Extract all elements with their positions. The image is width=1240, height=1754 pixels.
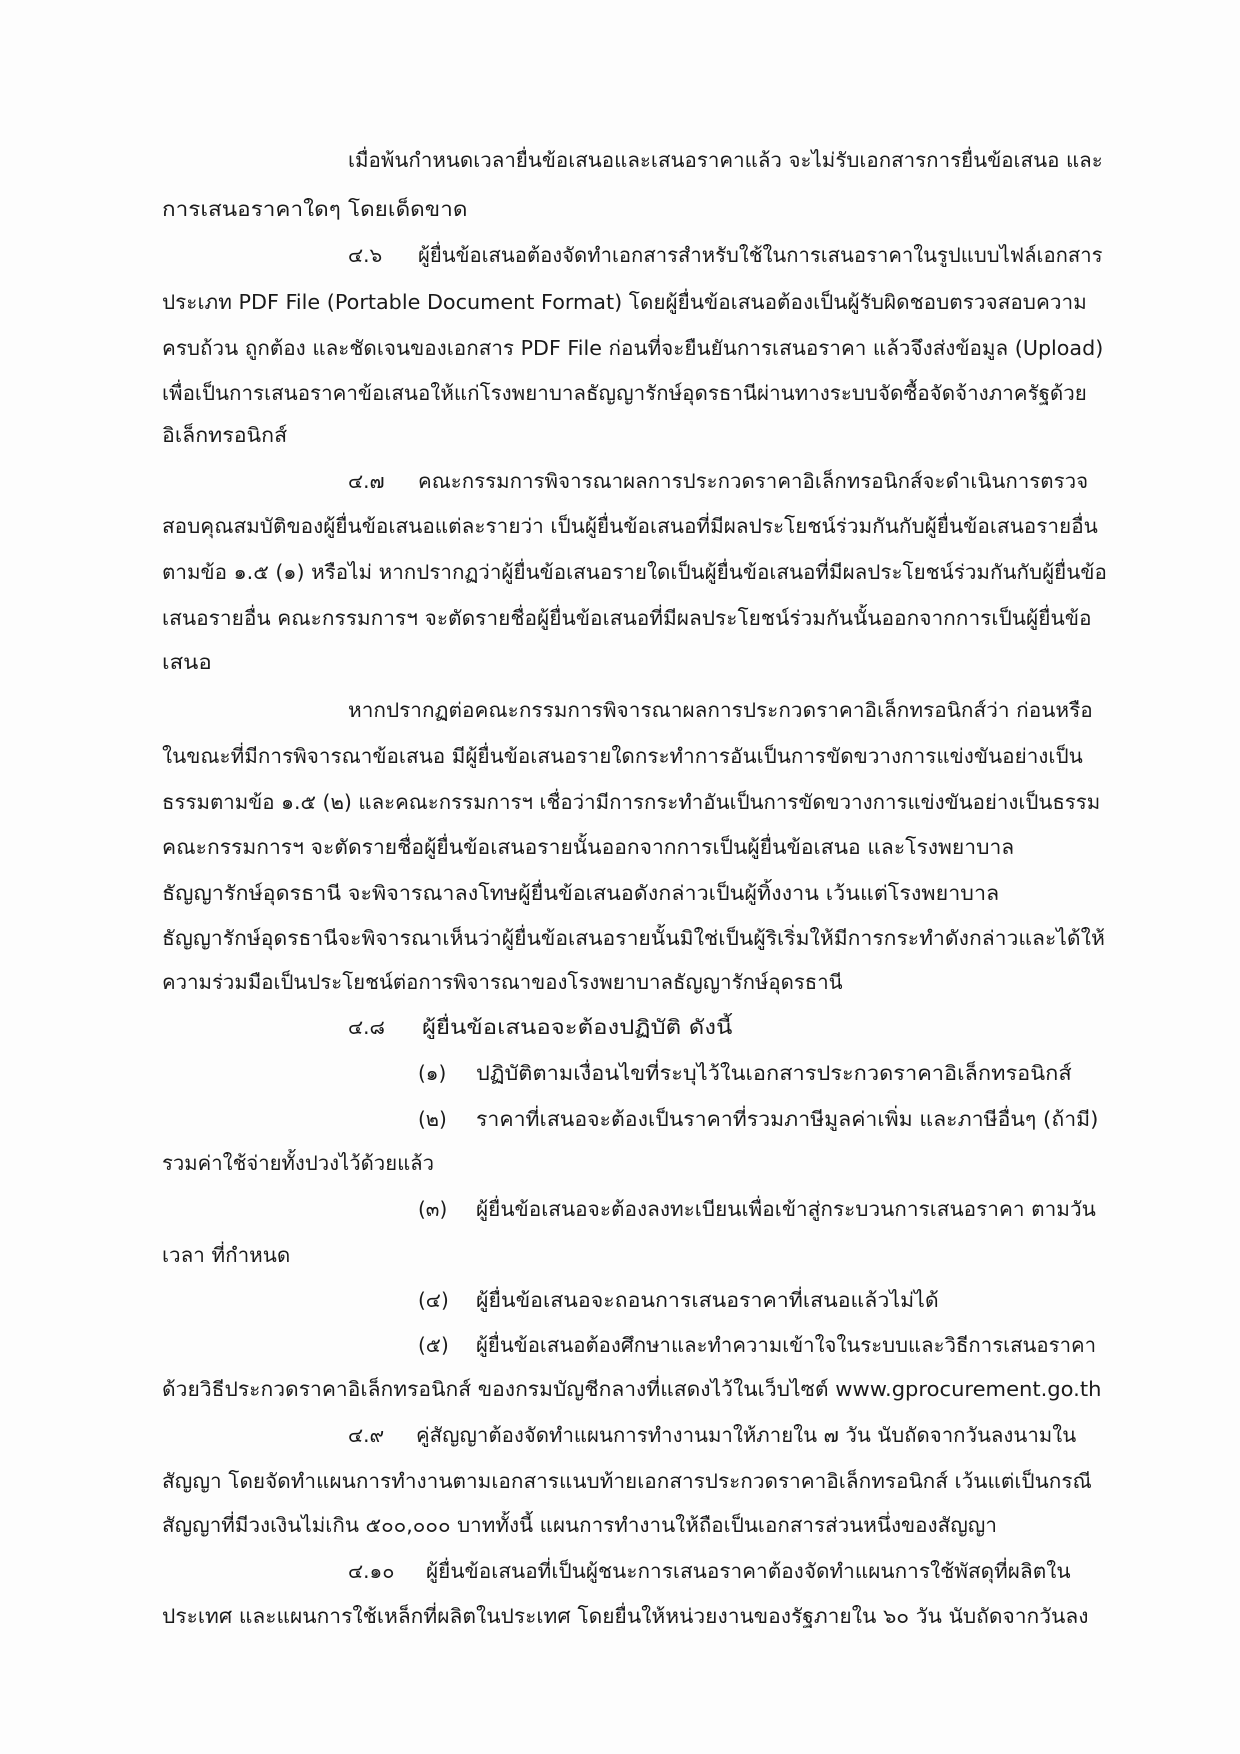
clause-number: ๔.๑๐ — [348, 1559, 395, 1583]
text-line: รวมค่าใช้จ่ายทั้งปวงไว้ด้วยแล้ว — [162, 1151, 435, 1175]
text-line: คู่สัญญาต้องจัดทำแผนการทำงานมาให้ภายใน ๗ วัน นับถัดจากวันลงนามใน — [416, 1423, 1077, 1447]
text-line: อิเล็กทรอนิกส์ — [162, 423, 288, 447]
clause-number: ๔.๗ — [348, 469, 385, 493]
text-line: เวลา ที่กำหนด — [162, 1243, 291, 1267]
clause-number: ๔.๘ — [348, 1015, 385, 1039]
text-line: การเสนอราคาใดๆ โดยเด็ดขาด — [162, 197, 468, 221]
text-line: เพื่อเป็นการเสนอราคาข้อเสนอให้แก่โรงพยาบาลธัญญารักษ์อุดรธานีผ่านทางระบบจัดซื้อจัดจ้างภาครัฐด้วย — [162, 381, 1087, 405]
text-line: ผู้ยื่นข้อเสนอที่เป็นผู้ชนะการเสนอราคาต้องจัดทำแผนการใช้พัสดุที่ผลิตใน — [426, 1559, 1071, 1583]
text-line: ธัญญารักษ์อุดรธานีจะพิจารณาเห็นว่าผู้ยื่นข้อเสนอรายนั้นมิใช่เป็นผู้ริเริ่มให้มีการกระทำดังกล่าวและได้ให้ — [162, 926, 1105, 950]
text-line: คณะกรรมการพิจารณาผลการประกวดราคาอิเล็กทรอนิกส์จะดำเนินการตรวจ — [418, 469, 1089, 493]
text-line: ผู้ยื่นข้อเสนอจะต้องปฏิบัติ ดังนี้ — [422, 1015, 733, 1039]
clause-number: ๔.๙ — [348, 1423, 385, 1447]
text-line: ในขณะที่มีการพิจารณาข้อเสนอ มีผู้ยื่นข้อเสนอรายใดกระทำการอันเป็นการขัดขวางการแข่งขันอย่างเป็น — [162, 744, 1083, 768]
text-line: ตามข้อ ๑.๕ (๑) หรือไม่ หากปรากฏว่าผู้ยื่นข้อเสนอรายใดเป็นผู้ยื่นข้อเสนอที่มีผลประโยชน์ร่วมกันกับผู้ยื่นข้อ — [162, 560, 1107, 584]
text-line: หากปรากฏต่อคณะกรรมการพิจารณาผลการประกวดราคาอิเล็กทรอนิกส์ว่า ก่อนหรือ — [348, 698, 1093, 722]
text-line: ประเทศ และแผนการใช้เหล็กที่ผลิตในประเทศ โดยยื่นให้หน่วยงานของรัฐภายใน ๖๐ วัน นับถัดจากวันลง — [162, 1604, 1089, 1628]
text-line: ครบถ้วน ถูกต้อง และชัดเจนของเอกสาร PDF File ก่อนที่จะยืนยันการเสนอราคา แล้วจึงส่งข้อมูล (Upload) — [162, 336, 1104, 360]
text-line: สัญญา โดยจัดทำแผนการทำงานตามเอกสารแนบท้ายเอกสารประกวดราคาอิเล็กทรอนิกส์ เว้นแต่เป็นกรณี — [162, 1469, 1092, 1493]
text-line: เมื่อพ้นกำหนดเวลายื่นข้อเสนอและเสนอราคาแล้ว จะไม่รับเอกสารการยื่นข้อเสนอ และ — [348, 148, 1103, 172]
text-line: ราคาที่เสนอจะต้องเป็นราคาที่รวมภาษีมูลค่าเพิ่ม และภาษีอื่นๆ (ถ้ามี) — [476, 1107, 1099, 1131]
text-line: ธรรมตามข้อ ๑.๕ (๒) และคณะกรรมการฯ เชื่อว่ามีการกระทำอันเป็นการขัดขวางการแข่งขันอย่างเป็นธรรม — [162, 790, 1101, 814]
text-line: ธัญญารักษ์อุดรธานี จะพิจารณาลงโทษผู้ยื่นข้อเสนอดังกล่าวเป็นผู้ทิ้งงาน เว้นแต่โรงพยาบาล — [162, 881, 1000, 905]
item-number: (๓) — [418, 1197, 448, 1221]
item-number: (๕) — [418, 1333, 449, 1357]
text-line: ผู้ยื่นข้อเสนอต้องศึกษาและทำความเข้าใจในระบบและวิธีการเสนอราคา — [476, 1333, 1097, 1357]
text-line: ความร่วมมือเป็นประโยชน์ต่อการพิจารณาของโรงพยาบาลธัญญารักษ์อุดรธานี — [162, 970, 843, 994]
text-line: ผู้ยื่นข้อเสนอจะต้องลงทะเบียนเพื่อเข้าสู่กระบวนการเสนอราคา ตามวัน — [476, 1197, 1096, 1221]
item-number: (๔) — [418, 1288, 449, 1312]
text-line: ผู้ยื่นข้อเสนอต้องจัดทำเอกสารสำหรับใช้ในการเสนอราคาในรูปแบบไฟล์เอกสาร — [418, 243, 1103, 267]
text-line: เสนอรายอื่น คณะกรรมการฯ จะตัดรายชื่อผู้ยื่นข้อเสนอที่มีผลประโยชน์ร่วมกันนั้นออกจากการเป็นผู้ยื่นข้อ — [162, 606, 1092, 630]
text-line: สัญญาที่มีวงเงินไม่เกิน ๕๐๐,๐๐๐ บาททั้งนี้ แผนการทำงานให้ถือเป็นเอกสารส่วนหนึ่งของสัญญา — [162, 1513, 997, 1537]
clause-number: ๔.๖ — [348, 243, 383, 267]
text-line: ด้วยวิธีประกวดราคาอิเล็กทรอนิกส์ ของกรมบัญชีกลางที่แสดงไว้ในเว็บไซต์ www.gprocurement.go.th — [162, 1377, 1102, 1401]
text-line: ผู้ยื่นข้อเสนอจะถอนการเสนอราคาที่เสนอแล้วไม่ได้ — [476, 1288, 939, 1312]
text-line: ปฏิบัติตามเงื่อนไขที่ระบุไว้ในเอกสารประกวดราคาอิเล็กทรอนิกส์ — [476, 1061, 1072, 1085]
text-line: สอบคุณสมบัติของผู้ยื่นข้อเสนอแต่ละรายว่า เป็นผู้ยื่นข้อเสนอที่มีผลประโยชน์ร่วมกันกับผู้ยื่นข้อเสนอรายอื่น — [162, 514, 1098, 538]
text-line: เสนอ — [162, 650, 212, 674]
text-line: ประเภท PDF File (Portable Document Format) โดยผู้ยื่นข้อเสนอต้องเป็นผู้รับผิดชอบตรวจสอบความ — [162, 290, 1087, 314]
item-number: (๒) — [418, 1107, 447, 1131]
text-line: คณะกรรมการฯ จะตัดรายชื่อผู้ยื่นข้อเสนอรายนั้นออกจากการเป็นผู้ยื่นข้อเสนอ และโรงพยาบาล — [162, 835, 1015, 859]
item-number: (๑) — [418, 1061, 447, 1085]
